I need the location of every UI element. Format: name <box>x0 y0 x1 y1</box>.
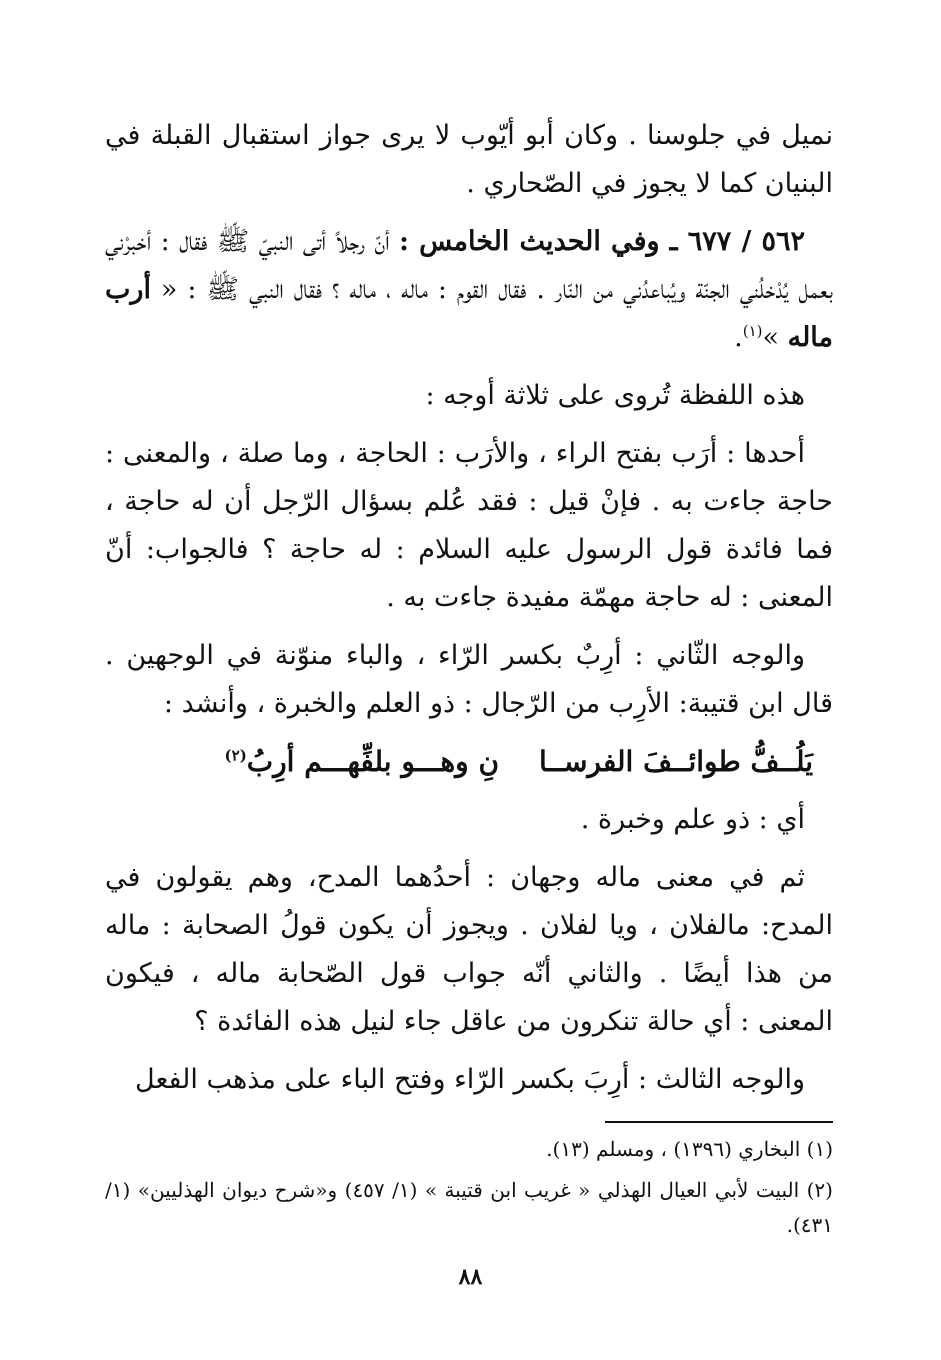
footnote-ref-2: (٢) <box>224 746 247 765</box>
poetry-verse <box>105 738 833 786</box>
footnotes <box>105 1132 833 1249</box>
third-aspect-paragraph: والوجه الثالث : أرِبَ بكسر الرّاء وفتح الباء على مذهب الفعل <box>135 1064 805 1095</box>
meaning-paragraph: ثم في معنى ماله وجهان : أحدُهما المدح، وهم يقولون في المدح: مالفلان ، ويا لفلان . ويجوز أن يكون قولُ الصحابة : ماله من هذا أيضًا . والثاني أنّه جواب قول الصّحابة ماله ، فيكون المعنى : أي حالة تنكرون من عاقل جاء لنيل هذه الفائدة ؟ <box>105 862 833 1037</box>
quote-close: » <box>762 322 788 353</box>
footnote-2: (٢) البيت لأبي العيال الهذلي « غريب ابن قتيبة » (١/ ٤٥٧) و«شرح ديوان الهذليين» (١/ ٤٣١). <box>105 1178 833 1237</box>
second-aspect-paragraph: والوجه الثّاني : أرِبٌ بكسر الرّاء ، والباء منوّنة في الوجهين . قال ابن قتيبة: الأرِب من الرّجال : ذو العلم والخبرة ، وأنشد : <box>105 640 833 719</box>
first-aspect-paragraph: أحدها : أرَب بفتح الراء ، والأرَب : الحاجة ، وما صلة ، والمعنى : حاجة جاءت به . فإنْ قيل : فقد عُلم بسؤال الرّجل أن له حاجة ، فما فائدة قول الرسول عليه السلام : له حاجة ؟ فالجواب: أنّ المعنى : له حاجة مهمّة مفيدة جاءت به . <box>105 438 833 613</box>
footnote-ref-1: (١) <box>742 322 763 340</box>
page-number: ٨٨ <box>458 1264 483 1290</box>
verse-first-hemistich: يَلُــفُّ طوائــفَ الفرســا <box>539 745 813 778</box>
paragraph-continuation: نميل في جلوسنا . وكان أبو أيّوب لا يرى جواز استقبال القبلة في البنيان كما لا يجوز في الصّحاري . <box>105 120 833 199</box>
hadith-quote: أرب ماله <box>105 274 833 353</box>
sentence-end: . <box>734 322 743 353</box>
hadith-number-heading: ٥٦٢ / ٦٧٧ ـ وفي الحديث الخامس : <box>398 226 805 257</box>
main-text <box>105 112 833 1114</box>
hadith-paragraph <box>105 218 833 362</box>
verse-second-hemistich: نِ وهـــو بلفِّهـــم أرِبُ <box>246 745 500 778</box>
hadith-text: أنّ رجلاً أتى النبيّ ﷺ فقال : أخبرْني بعمل يُدْخلُني الجنّة ويُباعدُني من النّار . فقال القوم : ماله ، ماله ؟ فقال النبي ﷺ : « <box>105 226 833 305</box>
footnote-separator <box>605 1121 833 1123</box>
intro-paragraph: هذه اللفظة تُروى على ثلاثة أوجه : <box>425 380 805 411</box>
footnote-1: (١) البخاري (١٣٩٦) ، ومسلم (١٣). <box>546 1137 833 1161</box>
verse-explanation: أي : ذو علم وخبرة . <box>580 804 805 835</box>
